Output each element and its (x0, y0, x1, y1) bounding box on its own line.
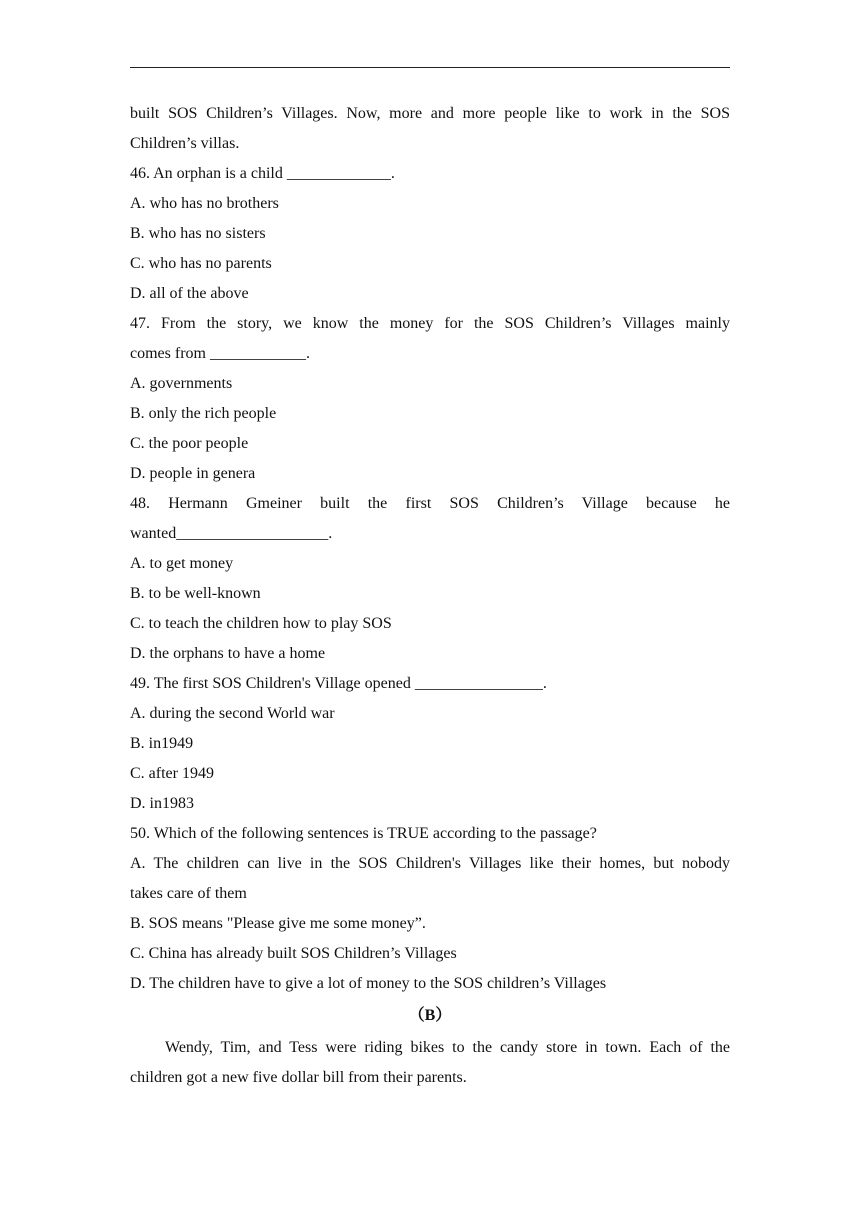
question-46-option-a: A. who has no brothers (130, 195, 279, 212)
question-50-option-a: A. The children can live in the SOS Children's Villages like their homes, but nobody (130, 855, 730, 872)
question-50-option-a-cont: takes care of them (130, 885, 247, 902)
question-49-stem: 49. The first SOS Children's Village opened ________________. (130, 675, 547, 692)
question-48-option-c: C. to teach the children how to play SOS (130, 615, 392, 632)
question-47-option-c: C. the poor people (130, 435, 249, 452)
question-47-option-d: D. people in genera (130, 465, 256, 482)
question-47-stem: 47. From the story, we know the money for the SOS Children’s Villages mainly (130, 315, 730, 332)
question-48-option-b: B. to be well-known (130, 585, 261, 602)
question-46-option-c: C. who has no parents (130, 255, 272, 272)
question-48-stem: 48. Hermann Gmeiner built the first SOS Children’s Village because he (130, 495, 730, 512)
passage-line: Children’s villas. (130, 135, 240, 152)
question-47-stem-cont: comes from ____________. (130, 345, 310, 362)
question-47-option-b: B. only the rich people (130, 405, 277, 422)
question-50-stem: 50. Which of the following sentences is TRUE according to the passage? (130, 825, 597, 842)
question-47-option-a: A. governments (130, 375, 233, 392)
question-50-option-c: C. China has already built SOS Children’s Villages (130, 945, 457, 962)
question-46-option-d: D. all of the above (130, 285, 249, 302)
document-body (130, 99, 730, 1093)
question-49-option-a: A. during the second World war (130, 705, 335, 722)
question-49-option-d: D. in1983 (130, 795, 194, 812)
question-48-option-a: A. to get money (130, 555, 234, 572)
section-b-line: Wendy, Tim, and Tess were riding bikes to the candy store in town. Each of the (165, 1039, 730, 1056)
header-rule (130, 67, 730, 68)
question-50-option-d: D. The children have to give a lot of money to the SOS children’s Villages (130, 975, 607, 992)
question-48-option-d: D. the orphans to have a home (130, 645, 326, 662)
question-50-option-b: B. SOS means "Please give me some money”. (130, 915, 426, 932)
section-b-heading: （B） (408, 1007, 452, 1024)
question-46-stem: 46. An orphan is a child _____________. (130, 165, 395, 182)
question-46-option-b: B. who has no sisters (130, 225, 266, 242)
question-49-option-b: B. in1949 (130, 735, 194, 752)
section-b-line: children got a new five dollar bill from their parents. (130, 1069, 467, 1086)
question-49-option-c: C. after 1949 (130, 765, 214, 782)
question-48-stem-cont: wanted___________________. (130, 525, 333, 542)
passage-line: built SOS Children’s Villages. Now, more and more people like to work in the SOS (130, 105, 730, 122)
